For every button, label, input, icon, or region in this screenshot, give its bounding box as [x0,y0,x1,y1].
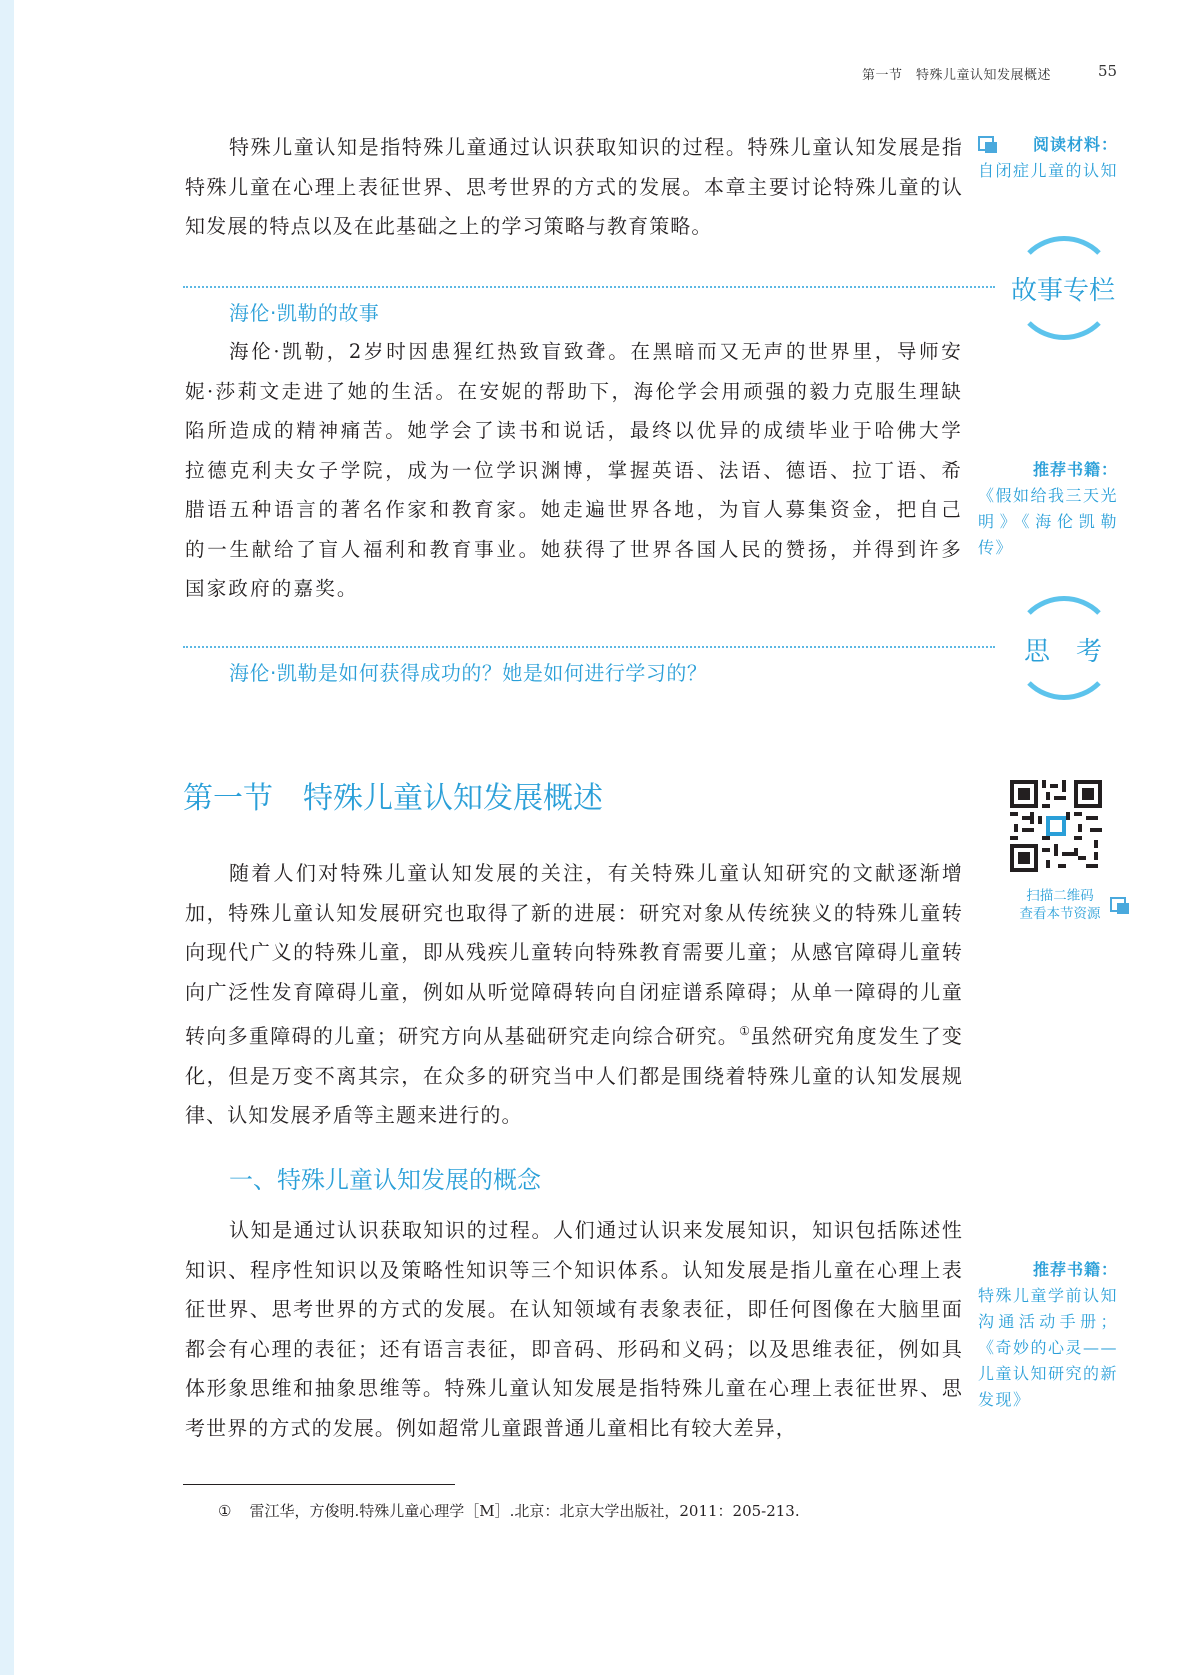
left-margin-bar [0,0,14,1675]
books-text: 《假如给我三天光明》《海伦凯勒传》 [978,486,1119,557]
concept-paragraph: 认知是通过认识获取知识的过程。人们通过认识来发展知识，知识包括陈述性知识、程序性知识以及策略性知识等三个知识体系。认知发展是指儿童在心理上表征世界、思考世界的方式的发展。在认知领域有表象表征，即任何图像在大脑里面都会有心理的表征；还有语言表征，即音码、形码和义码；以及思维表征，例如具体形象思维和抽象思维等。特殊儿童认知发展是指特殊儿童在心理上表征世界、思考世界的方式的发展。例如超常儿童跟普通儿童相比有较大差异， [185,1218,963,1440]
document-icon [1110,897,1132,917]
section-paragraph-text: 虽然研究角度发生了变化，但是万变不离其宗，在众多的研究当中人们都是围绕着特殊儿童的认知发展规律、认知发展矛盾等主题来进行的。 [185,1024,964,1127]
think-question: 海伦·凯勒是如何获得成功的？她是如何进行学习的？ [229,661,708,685]
qr-code[interactable] [1010,780,1102,872]
qr-caption [1000,887,1120,923]
footnote-reference[interactable]: ① [739,1024,751,1038]
sidebar-books-note [978,1257,1118,1413]
reading-label: 阅读材料： [1032,135,1118,154]
footnote-rule [183,1484,455,1485]
story-title: 海伦·凯勒的故事 [229,301,380,325]
section-paragraph [185,854,963,1136]
footnote-text: 雷江华，方俊明.特殊儿童心理学［M］.北京：北京大学出版社，2011：205-213. [249,1502,800,1520]
think-badge-label: 思 考 [1002,631,1124,668]
qr-caption-line: 查看本节资源 [1019,906,1101,922]
running-header [862,62,1118,83]
subsection-heading: 一、特殊儿童认知发展的概念 [229,1166,541,1194]
dotted-divider [183,286,995,288]
footnote-marker: ① [218,1502,232,1520]
intro-paragraph: 特殊儿童认知是指特殊儿童通过认识获取知识的过程。特殊儿童认知发展是指特殊儿童在心理上表征世界、思考世界的方式的发展。本章主要讨论特殊儿童的认知发展的特点以及在此基础之上的学习策略与教育策略。 [185,135,963,238]
qr-caption-line: 扫描二维码 [1026,888,1094,904]
story-badge-label: 故事专栏 [1002,270,1124,307]
section-paragraph-text: 随着人们对特殊儿童认知发展的关注，有关特殊儿童认知研究的文献逐渐增加，特殊儿童认知发展研究也取得了新的进展：研究对象从传统狭义的特殊儿童转向现代广义的特殊儿童，即从残疾儿童转向特殊教育需要儿童；从感官障碍儿童转向广泛性发育障碍儿童，例如从听觉障碍转向自闭症谱系障碍；从单一障碍的儿童转向多重障碍的儿童；研究方向从基础研究走向综合研究。 [185,861,963,1048]
story-paragraph: 海伦·凯勒，2岁时因患猩红热致盲致聋。在黑暗而又无声的世界里，导师安妮·莎莉文走进了她的生活。在安妮的帮助下，海伦学会用顽强的毅力克服生理缺陷所造成的精神痛苦。她学会了读书和说话，最终以优异的成绩毕业于哈佛大学拉德克利夫女子学院，成为一位学识渊博，掌握英语、法语、德语、拉丁语、希腊语五种语言的著名作家和教育家。她走遍世界各地，为盲人募集资金，把自己的一生献给了盲人福利和教育事业。她获得了世界各国人民的赞扬，并得到许多国家政府的嘉奖。 [185,340,963,600]
sidebar-reading-note [978,132,1118,184]
section-number: 第一节 [183,781,273,816]
reading-text: 自闭症儿童的认知 [978,161,1119,180]
books-text: 特殊儿童学前认知沟通活动手册；《奇妙的心灵——儿童认知研究的新发现》 [978,1286,1119,1409]
dotted-divider [183,646,995,648]
books-label: 推荐书籍： [1032,460,1118,479]
section-title [183,773,603,817]
books-label: 推荐书籍： [1032,1260,1118,1279]
page-number: 55 [1098,62,1118,80]
footnote [218,1500,800,1521]
running-header-title: 第一节 特殊儿童认知发展概述 [862,68,1052,83]
section-title-text: 特殊儿童认知发展概述 [303,781,603,816]
sidebar-books-note [978,457,1118,561]
